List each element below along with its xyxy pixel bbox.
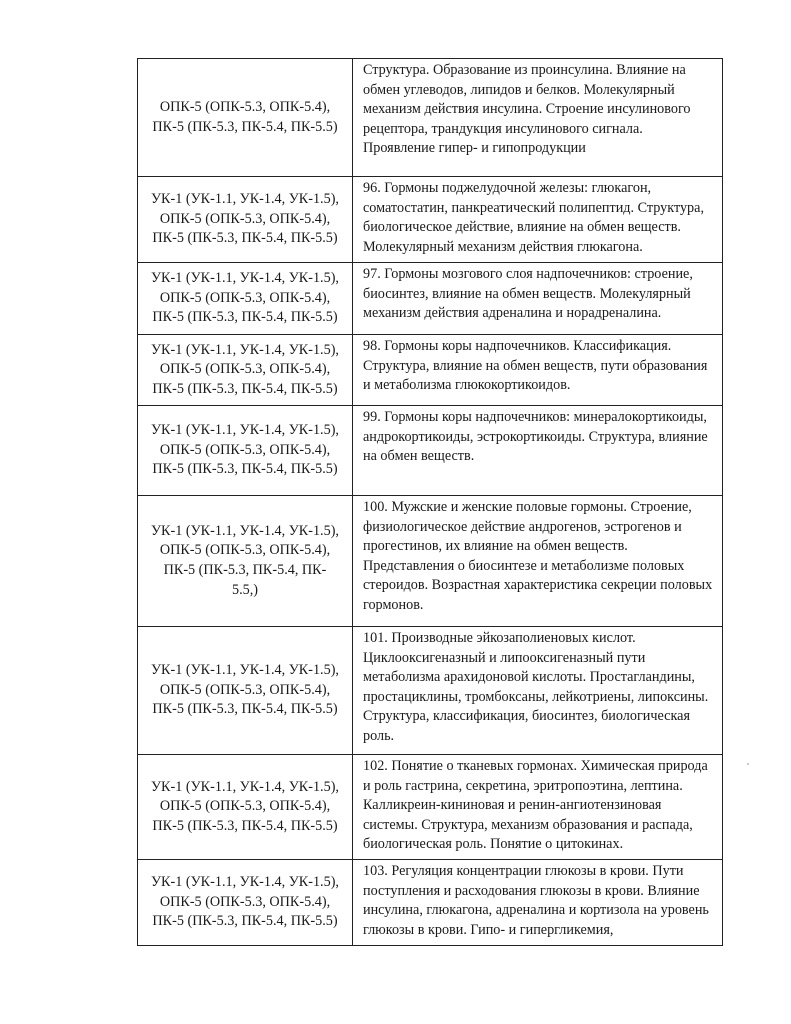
topic-cell: 99. Гормоны коры надпочечников: минералокортикоиды, андрокортикоиды, эстрокортикоиды. Структура, влияние на обмен веществ.: [353, 406, 723, 496]
table-row: [138, 627, 723, 755]
competency-code: ОПК-5 (ОПК-5.3, ОПК-5.4),: [159, 210, 331, 227]
competency-code: ОПК-5 (ОПК-5.3, ОПК-5.4),: [159, 361, 331, 378]
competency-codes-cell: [138, 406, 353, 496]
competency-codes-cell: [138, 263, 353, 335]
competency-code: ПК-5 (ПК-5.3, ПК-5.4, ПК-5.5): [152, 701, 338, 718]
topic-cell: Структура. Образование из проинсулина. Влияние на обмен углеводов, липидов и белков. Молекулярный механизм действия инсулина. Строение инсулинового рецептора, трандукция инсулинового сигнала. Проявление гипер- и гипопродукции: [353, 59, 723, 177]
competency-topic-table: [137, 58, 723, 946]
competency-code: ПК-5 (ПК-5.3, ПК-5.4, ПК-5.5): [152, 913, 338, 930]
competency-code: ОПК-5 (ОПК-5.3, ОПК-5.4),: [159, 289, 331, 306]
competency-code: ПК-5 (ПК-5.3, ПК-5.4, ПК-5.5): [152, 461, 338, 478]
competency-codes-cell: [138, 335, 353, 406]
competency-code: УК-1 (УК-1.1, УК-1.4, УК-1.5),: [151, 778, 339, 795]
competency-code: ПК-5 (ПК-5.3, ПК-5.4, ПК-5.5): [152, 230, 338, 247]
competency-code: УК-1 (УК-1.1, УК-1.4, УК-1.5),: [151, 191, 339, 208]
competency-code: УК-1 (УК-1.1, УК-1.4, УК-1.5),: [151, 270, 339, 287]
competency-codes-cell: [138, 177, 353, 263]
table-row: [138, 406, 723, 496]
table-row: [138, 263, 723, 335]
topic-cell: 101. Производные эйкозаполиеновых кислот. Циклооксигеназный и липооксигеназный пути метаболизма арахидоновой кислоты. Простагландины, простациклины, тромбоксаны, лейкотриены, липоксины. Структура, классификация, биосинтез, биологическая роль.: [353, 627, 723, 755]
table-row: [138, 496, 723, 627]
competency-code: 5.5,): [231, 581, 258, 598]
table-row: [138, 335, 723, 406]
scan-speck: [747, 763, 749, 765]
table-row: [138, 859, 723, 945]
competency-code: УК-1 (УК-1.1, УК-1.4, УК-1.5),: [151, 662, 339, 679]
table-row: [138, 59, 723, 177]
competency-code: ПК-5 (ПК-5.3, ПК-5.4, ПК-: [163, 562, 327, 578]
competency-code: ОПК-5 (ОПК-5.3, ОПК-5.4),: [159, 98, 331, 115]
competency-code: УК-1 (УК-1.1, УК-1.4, УК-1.5),: [151, 422, 339, 439]
competency-code: ПК-5 (ПК-5.3, ПК-5.4, ПК-5.5): [152, 118, 338, 135]
topic-cell: 100. Мужские и женские половые гормоны. Строение, физиологическое действие андрогенов, эстрогенов и прогестинов, их влияние на обмен веществ. Представления о биосинтезе и метаболизме половых стероидов. Возрастная характеристика секреции половых гормонов.: [353, 496, 723, 627]
topic-cell: 98. Гормоны коры надпочечников. Классификация. Структура, влияние на обмен веществ, пути образования и метаболизма глюкокортикоидов.: [353, 335, 723, 406]
competency-codes-cell: [138, 755, 353, 860]
table-row: [138, 177, 723, 263]
competency-code: УК-1 (УК-1.1, УК-1.4, УК-1.5),: [151, 522, 339, 539]
competency-code: ОПК-5 (ОПК-5.3, ОПК-5.4),: [159, 441, 331, 458]
competency-code: ПК-5 (ПК-5.3, ПК-5.4, ПК-5.5): [152, 380, 338, 397]
competency-code: УК-1 (УК-1.1, УК-1.4, УК-1.5),: [151, 341, 339, 358]
competency-code: ОПК-5 (ОПК-5.3, ОПК-5.4),: [159, 798, 331, 815]
competency-codes-cell: [138, 627, 353, 755]
competency-code: ОПК-5 (ОПК-5.3, ОПК-5.4),: [159, 893, 331, 910]
topic-cell: 102. Понятие о тканевых гормонах. Химическая природа и роль гастрина, секретина, эритропоэтина, лептина. Калликреин-кининовая и ренин-ангиотензиновая системы. Структура, механизм образования и распада, биологическая роль. Понятие о цитокинах.: [353, 755, 723, 860]
competency-codes-cell: [138, 496, 353, 627]
competency-code: ПК-5 (ПК-5.3, ПК-5.4, ПК-5.5): [152, 309, 338, 326]
topic-cell: 96. Гормоны поджелудочной железы: глюкагон, соматостатин, панкреатический полипептид. Структура, биологическое действие, влияние на обмен веществ. Молекулярный механизм действия глюкагона.: [353, 177, 723, 263]
topic-cell: 103. Регуляция концентрации глюкозы в крови. Пути поступления и расходования глюкозы в крови. Влияние инсулина, глюкагона, адреналина и кортизола на уровень глюкозы в крови. Гипо- и гипергликемия,: [353, 859, 723, 945]
competency-codes-cell: [138, 59, 353, 177]
competency-codes-cell: [138, 859, 353, 945]
table-row: [138, 755, 723, 860]
competency-code: УК-1 (УК-1.1, УК-1.4, УК-1.5),: [151, 874, 339, 891]
competency-code: ОПК-5 (ОПК-5.3, ОПК-5.4),: [159, 681, 331, 698]
competency-code: ОПК-5 (ОПК-5.3, ОПК-5.4),: [159, 542, 331, 559]
topic-cell: 97. Гормоны мозгового слоя надпочечников: строение, биосинтез, влияние на обмен веществ. Молекулярный механизм действия адреналина и норадреналина.: [353, 263, 723, 335]
competency-code: ПК-5 (ПК-5.3, ПК-5.4, ПК-5.5): [152, 817, 338, 834]
